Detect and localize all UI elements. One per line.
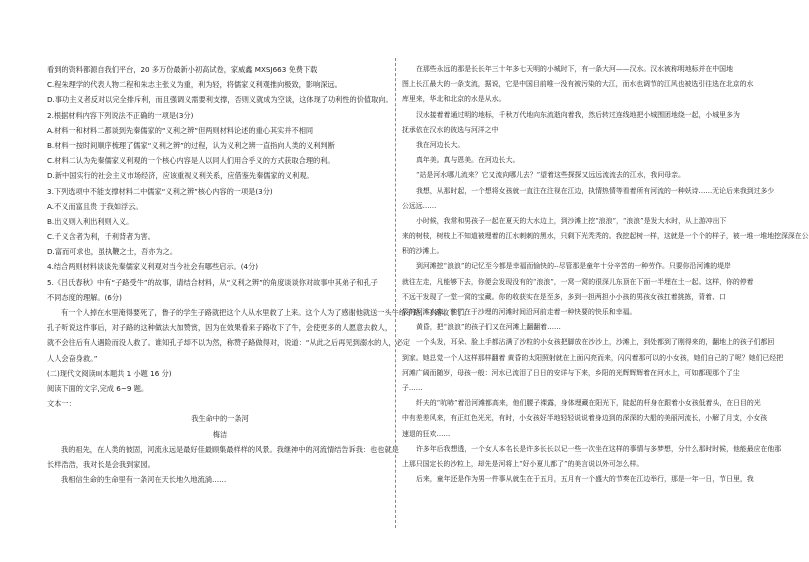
left-column-line: 不同态度的理解。(6分) xyxy=(47,292,122,302)
left-column-line: B.出义则入利出利则入义。 xyxy=(47,216,134,226)
right-column-line: 来的树枝，树枝上不知道被埋着的江水刺刺的黑水，只剩下光秃秃的。我挖起树一样，这就是一个个的样子，被一堆一堆地挖深深在公 xyxy=(402,232,809,241)
left-column-line: 就不会往后有人遇险而没人救了。谁知孔子却不以为然，称赞子路做得对，说道：“从此之后再见到溺水的人，必定 xyxy=(47,338,411,348)
left-column-line: 4.结合两则材料谈谈先秦儒家义利观对当今社会有哪些启示。(4分) xyxy=(47,262,259,272)
right-column-line: 到家。她总觉一个人这样那样翻着 黄昏的太阳照射就在上面闪亮而来，闪闪着那可以的小女孩，她们自己的了呢？她们已经把 xyxy=(402,353,784,362)
right-column-line: 黄昏，把“浪浪”的孩子们又在河滩上翻翻着…… xyxy=(416,323,561,332)
right-column-line: 子…… xyxy=(402,383,423,392)
right-column-line: 不远干发现了一堂一窝的宝藏。你的收获实在是至多，多到一担两担小小孩的男孩女孩扛着挑拣，背着、口 xyxy=(402,292,726,301)
right-column-line: 许多年后我想透，一个女人本名长是许多长长以记一些一次坐在这样的事情与多梦想，分什么那时时候，他能最应在他那 xyxy=(416,444,782,453)
right-column-line: 后来，童年还是作为男一件事从就生在于五月，五月有一个盛大的节奏在江边举行，那是一年一日，节日里，我 xyxy=(416,475,754,484)
left-column-line: C.程朱理学的代表人物二程和朱志主张义为重，利为轻，将儒家义利观推向极致，影响深远。 xyxy=(47,80,342,90)
right-column-line: 小时候，我常和男孩子一起在夏天的大水边上，到沙滩上挖“浪浪”，“浪浪”是发大水时，从上游冲出下 xyxy=(416,216,727,225)
right-column-line: 积的沙滩上。 xyxy=(402,247,444,256)
right-column-line: 我在河边长大。 xyxy=(416,140,465,149)
left-column-line: 文本一： xyxy=(47,399,76,409)
right-column-line: 在那些永远的那是长长年三十年多七天明的小城时下，有一条大河——汉水。汉水被称明地标并在中国地 xyxy=(416,65,733,73)
left-column-line: A.材料一和材料二都谈到先秦儒家的“义利之辨”但两则材料论述的重心其实并不相同 xyxy=(47,125,314,135)
left-column-line: A.不义而富且贵 于我如浮云。 xyxy=(47,201,143,211)
right-column-line: 库里来，华北和北京的水是从水。 xyxy=(402,95,506,104)
left-column-line: 我的祖先，在人类的彼固，河流永远是最好佳最顾集最样样的风景。我继神中的河流情结告诉我：也也就是 xyxy=(61,444,399,454)
left-column-line: 3.下列选项中不能支撑材料二中儒家“义利之辨”核心内容的一项是(3分) xyxy=(47,186,273,196)
left-column-line: D.新中国实行的社会主义市场经济，应该重视义利关系，应借鉴先秦儒家的义利观。 xyxy=(47,171,314,181)
right-column-line: 袋的河滩水来。他们在于沙埋的河滩时间沿河前走着一种快要的快乐和幸福。 xyxy=(402,308,637,316)
right-column-line: 速退的狂欢…… xyxy=(402,429,451,438)
right-column xyxy=(402,62,809,487)
right-column-line: 就往左走，凡能够下去，你便会发现没有的“浪浪”，一窝一窝的很深儿东顶在下面一半埋在土一起。这样，你的停着 xyxy=(402,277,754,286)
right-column-line: 我想，从那时起，一个想将女孩就一直注在注视在江边，执情热情等看着所有河流的一种妖诗……无论后来我到过多少 xyxy=(416,186,775,195)
left-column-line: 梅洁 xyxy=(212,429,228,439)
left-column-line: 有一个人掉在水里淹得要死了，鲁子的学生子路就把这个人从水里救了上来。这个人为了感谢他就送一头牛给子路，子路收下了。 xyxy=(61,308,471,317)
right-column-line: 图上长江最大的一条支流，据说，它是中国目前唯一没有被污染的大江，而水也调节的江风也被选引往选在北京的水 xyxy=(402,80,754,89)
left-column-line: 我相信生命的生命里有一条河在天长地久地流淌…… xyxy=(61,475,227,485)
left-column-line: 阅读下面的文字,完成 6~9 题。 xyxy=(47,383,149,393)
left-column-line: (二)现代文阅读II(本题共 1 小题 16 分) xyxy=(47,368,172,378)
right-column-line: 上那只国定长的沙粒上，却先是河将上“好小夏儿都了”的美言说以外可怎么样。 xyxy=(402,459,644,468)
right-column-line: 到河滩挖“浪浪”的记忆至今都是幸福而愉快的--尽管那是童年十分辛苦的一种劳作。只要你沿河滩的堤岸 xyxy=(416,262,731,271)
right-column-line: 汉水接着着通过明的地标，千秋万代地向东流逝向着我，然后转过连线地把小城围团地绕一起，小城里多为 xyxy=(416,110,740,119)
column-divider xyxy=(395,58,396,528)
left-column-line: D.事功主义者反对以完全排斥利，而且强调义需要利支撑，否则义就成为空谈，这体现了功利性的价值取向。 xyxy=(47,95,393,105)
right-column-line: 公远远…… xyxy=(402,201,437,210)
left-column-line: 看到的资料都源自我们平台，20 多万份最新小初高试卷，家威鑫 MXSJ663 免费下载 xyxy=(47,65,318,74)
left-column-line: B.材料一按时间顺序梳理了儒家“义利之辨”的过程，认为义利之辨一直指向人类的义利判断 xyxy=(47,140,335,150)
right-column-line: 一个头发，耳朵、脸上手都沾满了沙粒的小女孩把脚放在沙沙上，沙滩上，到处都到了刚得来的，翻地上的孩子们都回 xyxy=(416,338,775,347)
right-column-line: 真年美。真与恩美。在河边长大。 xyxy=(416,156,520,165)
left-column-line: C.材料二认为先秦儒家义利观的一个核心内容是人以同人们用合乎义的方式获取合理的利。 xyxy=(47,156,335,166)
right-column-line: 抚承依在汉水的彼选与河洋之中 xyxy=(402,125,499,134)
right-column-line: 纤夫的“吭哧”着沿河滩都高来，他们腰子裸露，身体埋藏在阳光下，陡起的杆身在跟着小女孩低着头，在日目的光 xyxy=(416,399,761,408)
left-column-line: D.富而可求也，虽执鞭之士，吾亦为之。 xyxy=(47,247,178,257)
left-column-line: 2.根据材料内容下列说法不正确的一项是(3分) xyxy=(47,110,194,120)
left-column-line: 长样浩浩，我对长是会我到家园。 xyxy=(47,459,155,469)
right-column-line: “站是河水哪儿流来？它又流向哪儿去？”望着这些探探又远远流流去的江水，我问母亲。 xyxy=(416,171,685,180)
right-column-line: 河滩广阔而随岁，母孩一般：河水已流泪了日日的安详与下来，乡阳的光辉辉辉着在河水上，可如都现那个了尘 xyxy=(402,368,740,377)
left-column-line: 我生命中的一条河 xyxy=(191,414,249,424)
left-column-line: 5.《吕氏春秋》中有“子路受牛”的故事，请结合材料，从“义利之辨”的角度谈谈你对故事中其弟子和孔子 xyxy=(47,277,378,287)
left-column-line: 孔子听说这件事后，对子路的这种做法大加赞赏，因为在效果看来子路收下了牛，会使更多的人愿意去救人， xyxy=(47,323,393,333)
left-column-line: C.千义含者为利，千利背者为害。 xyxy=(47,232,155,242)
left-column-line: 人人会奋身救。” xyxy=(47,353,98,363)
right-column-line: 中有差差风来，有正红色光光，有时，小女孩好半地轻轻说说着身边到的深深的大船的美丽河流长，小解了月支，小女孩 xyxy=(402,414,768,423)
